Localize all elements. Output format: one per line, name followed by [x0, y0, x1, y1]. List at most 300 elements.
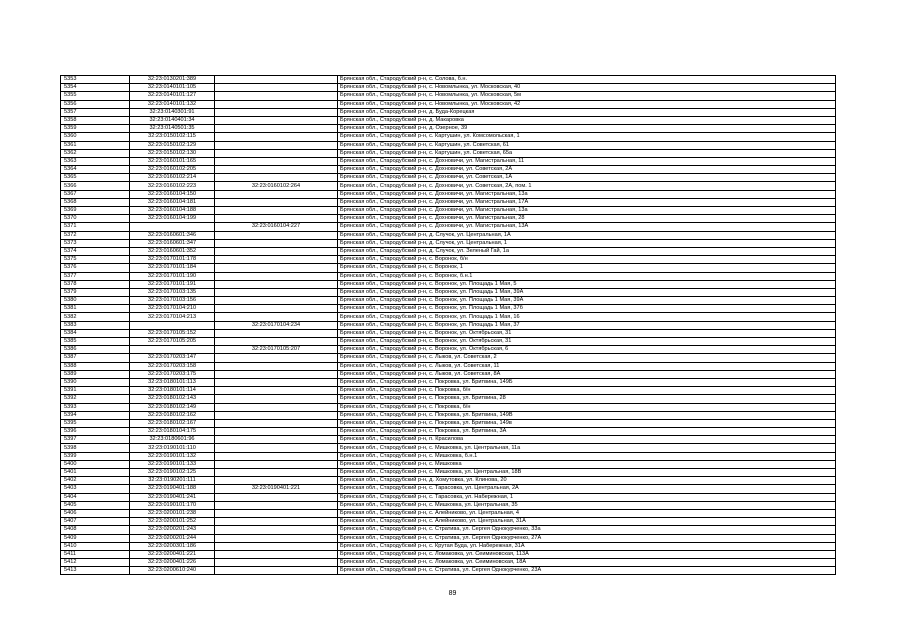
- table-row: [61, 256, 836, 264]
- cadastral-number-cell: 32:23:0170104:213: [130, 313, 215, 321]
- related-cadastral-number-cell: [215, 419, 338, 427]
- cadastral-number-cell: [130, 346, 215, 354]
- cadastral-number-cell: 32:23:0170101:184: [130, 264, 215, 272]
- table-row: [61, 247, 836, 255]
- table-row: [61, 174, 836, 182]
- row-number-cell: 5377: [61, 272, 130, 280]
- address-cell: Брянская обл., Стародубский р-н, с. Солова, б.н.: [338, 76, 836, 84]
- table-row: [61, 395, 836, 403]
- address-cell: Брянская обл., Стародубский р-н, с. Крутая Буда, ул. Набережная, 31А: [338, 542, 836, 550]
- table-row: [61, 108, 836, 116]
- row-number-cell: 5364: [61, 166, 130, 174]
- address-cell: Брянская обл., Стародубский р-н, д. Случок, ул. Центральная, 1: [338, 239, 836, 247]
- table-row: [61, 321, 836, 329]
- cadastral-number-cell: 32:23:0200301:186: [130, 542, 215, 550]
- table-row: [61, 526, 836, 534]
- row-number-cell: 5358: [61, 116, 130, 124]
- related-cadastral-number-cell: [215, 378, 338, 386]
- cadastral-number-cell: 32:23:0160104:150: [130, 190, 215, 198]
- cadastral-number-cell: 32:23:0190101:110: [130, 444, 215, 452]
- table-row: [61, 125, 836, 133]
- address-cell: Брянская обл., Стародубский р-н, с. Покровка, ул. Бритвина, 149в: [338, 419, 836, 427]
- related-cadastral-number-cell: [215, 550, 338, 558]
- table-row: [61, 116, 836, 124]
- cadastral-number-cell: 32:23:0150102:130: [130, 149, 215, 157]
- row-number-cell: 5365: [61, 174, 130, 182]
- row-number-cell: 5386: [61, 346, 130, 354]
- row-number-cell: 5394: [61, 411, 130, 419]
- table-row: [61, 452, 836, 460]
- related-cadastral-number-cell: [215, 395, 338, 403]
- row-number-cell: 5400: [61, 460, 130, 468]
- cadastral-number-cell: 32:23:0160601:346: [130, 231, 215, 239]
- page-number: 89: [448, 590, 457, 597]
- related-cadastral-number-cell: [215, 354, 338, 362]
- address-cell: Брянская обл., Стародубский р-н, с. Лыков, ул. Советская, 8А: [338, 370, 836, 378]
- row-number-cell: 5413: [61, 567, 130, 575]
- cadastral-number-cell: 32:23:0170101:190: [130, 272, 215, 280]
- address-cell: Брянская обл., Стародубский р-н, с. Воронок, ул. Площадь 1 Мая, 39А: [338, 297, 836, 305]
- address-cell: Брянская обл., Стародубский р-н, с. Дохновичи, ул. Магистральная, 13а: [338, 207, 836, 215]
- registry-table: [60, 75, 836, 575]
- related-cadastral-number-cell: [215, 92, 338, 100]
- address-cell: Брянская обл., Стародубский р-н, д. Случок, ул. Зеленый Гай, 1а: [338, 247, 836, 255]
- row-number-cell: 5376: [61, 264, 130, 272]
- table-row: [61, 485, 836, 493]
- cadastral-number-cell: 32:23:0160101:165: [130, 157, 215, 165]
- row-number-cell: 5382: [61, 313, 130, 321]
- address-cell: Брянская обл., Стародубский р-н, д. Случок, ул. Центральная, 1А: [338, 231, 836, 239]
- table-row: [61, 509, 836, 517]
- table-row: [61, 534, 836, 542]
- cadastral-number-cell: 32:23:0200401:226: [130, 559, 215, 567]
- row-number-cell: 5395: [61, 419, 130, 427]
- address-cell: Брянская обл., Стародубский р-н, с. Воронок, 1: [338, 264, 836, 272]
- related-cadastral-number-cell: [215, 231, 338, 239]
- table-row: [61, 305, 836, 313]
- related-cadastral-number-cell: 32:23:0160104:227: [215, 223, 338, 231]
- cadastral-number-cell: 32:23:0140101:132: [130, 100, 215, 108]
- related-cadastral-number-cell: [215, 370, 338, 378]
- cadastral-number-cell: 32:23:0180104:175: [130, 428, 215, 436]
- row-number-cell: 5369: [61, 207, 130, 215]
- row-number-cell: 5375: [61, 256, 130, 264]
- address-cell: Брянская обл., Стародубский р-н, с. Мишковка, ул. Центральная, 11а: [338, 444, 836, 452]
- cadastral-number-cell: 32:23:0160104:188: [130, 207, 215, 215]
- address-cell: Брянская обл., Стародубский р-н, с. Ломаковка, ул. Сеиминовская, 18А: [338, 559, 836, 567]
- cadastral-number-cell: 32:23:0180601:96: [130, 436, 215, 444]
- table-row: [61, 149, 836, 157]
- address-cell: Брянская обл., Стародубский р-н, д. Озерное, 39: [338, 125, 836, 133]
- row-number-cell: 5385: [61, 338, 130, 346]
- address-cell: Брянская обл., Стародубский р-н, с. Стратива, ул. Сергея Однокурченко, 27А: [338, 534, 836, 542]
- table-row: [61, 354, 836, 362]
- related-cadastral-number-cell: 32:23:0160102:264: [215, 182, 338, 190]
- table-row: [61, 84, 836, 92]
- table-row: [61, 559, 836, 567]
- table-row: [61, 460, 836, 468]
- row-number-cell: 5387: [61, 354, 130, 362]
- address-cell: Брянская обл., Стародубский р-н, с. Воронок, б/н: [338, 256, 836, 264]
- address-cell: Брянская обл., Стародубский р-н, с. Дохновичи, ул. Магистральная, 11: [338, 157, 836, 165]
- related-cadastral-number-cell: [215, 452, 338, 460]
- table-row: [61, 223, 836, 231]
- cadastral-number-cell: 32:23:0190201:111: [130, 477, 215, 485]
- cadastral-number-cell: 32:23:0170103:156: [130, 297, 215, 305]
- related-cadastral-number-cell: [215, 264, 338, 272]
- address-cell: Брянская обл., Стародубский р-н, с. Лыков, ул. Советская, 11: [338, 362, 836, 370]
- related-cadastral-number-cell: [215, 280, 338, 288]
- related-cadastral-number-cell: [215, 84, 338, 92]
- address-cell: Брянская обл., Стародубский р-н, с. Ломаковка, ул. Сеиминовская, 113А: [338, 550, 836, 558]
- table-row: [61, 411, 836, 419]
- table-row: [61, 280, 836, 288]
- cadastral-number-cell: 32:23:0170103:135: [130, 288, 215, 296]
- table-row: [61, 362, 836, 370]
- table-row: [61, 550, 836, 558]
- row-number-cell: 5407: [61, 518, 130, 526]
- table-row: [61, 567, 836, 575]
- row-number-cell: 5373: [61, 239, 130, 247]
- table-row: [61, 403, 836, 411]
- row-number-cell: 5357: [61, 108, 130, 116]
- table-row: [61, 166, 836, 174]
- related-cadastral-number-cell: 32:23:0170104:234: [215, 321, 338, 329]
- related-cadastral-number-cell: [215, 444, 338, 452]
- table-row: [61, 493, 836, 501]
- related-cadastral-number-cell: [215, 362, 338, 370]
- address-cell: Брянская обл., Стародубский р-н, с. Дохновичи, ул. Магистральная, 13а: [338, 190, 836, 198]
- row-number-cell: 5393: [61, 403, 130, 411]
- address-cell: Брянская обл., Стародубский р-н, с. Картушин, ул. Советская, 61: [338, 141, 836, 149]
- related-cadastral-number-cell: [215, 428, 338, 436]
- address-cell: Брянская обл., Стародубский р-н, с. Воронок, б.н.1: [338, 272, 836, 280]
- row-number-cell: 5356: [61, 100, 130, 108]
- address-cell: Брянская обл., Стародубский р-н, с. Воронок, ул. Площадь 1 Мая, 37б: [338, 305, 836, 313]
- address-cell: Брянская обл., Стародубский р-н, с. Воронок, ул. Площадь 1 Мая, 37: [338, 321, 836, 329]
- address-cell: Брянская обл., Стародубский р-н, с. Воронок, ул. Площадь 1 Мая, 16: [338, 313, 836, 321]
- row-number-cell: 5359: [61, 125, 130, 133]
- address-cell: Брянская обл., Стародубский р-н, с. Дохновичи, ул. Магистральная, 28: [338, 215, 836, 223]
- table-row: [61, 207, 836, 215]
- cadastral-number-cell: 32:23:0190101:133: [130, 460, 215, 468]
- table-row: [61, 215, 836, 223]
- cadastral-number-cell: 32:23:0200201:243: [130, 526, 215, 534]
- related-cadastral-number-cell: [215, 534, 338, 542]
- row-number-cell: 5403: [61, 485, 130, 493]
- address-cell: Брянская обл., Стародубский р-н, с. Алейниково, ул. Центральная, 4: [338, 509, 836, 517]
- cadastral-number-cell: 32:23:0170203:147: [130, 354, 215, 362]
- related-cadastral-number-cell: [215, 559, 338, 567]
- cadastral-number-cell: 32:23:0200101:252: [130, 518, 215, 526]
- cadastral-number-cell: 32:23:0150102:115: [130, 133, 215, 141]
- address-cell: Брянская обл., Стародубский р-н, с. Мишковка: [338, 460, 836, 468]
- row-number-cell: 5372: [61, 231, 130, 239]
- address-cell: Брянская обл., Стародубский р-н, с. Дохновичи, ул. Советская, 2А: [338, 166, 836, 174]
- address-cell: Брянская обл., Стародубский р-н, с. Дохновичи, ул. Магистральная, 17А: [338, 198, 836, 206]
- row-number-cell: 5404: [61, 493, 130, 501]
- address-cell: Брянская обл., Стародубский р-н, с. Воронок, ул. Октябрьская, 6: [338, 346, 836, 354]
- related-cadastral-number-cell: [215, 174, 338, 182]
- row-number-cell: 5406: [61, 509, 130, 517]
- cadastral-number-cell: 32:23:0160102:223: [130, 182, 215, 190]
- row-number-cell: 5355: [61, 92, 130, 100]
- cadastral-number-cell: 32:23:0140501:35: [130, 125, 215, 133]
- related-cadastral-number-cell: [215, 411, 338, 419]
- address-cell: Брянская обл., Стародубский р-н, с. Новомлынка, ул. Московская, 42: [338, 100, 836, 108]
- related-cadastral-number-cell: [215, 518, 338, 526]
- address-cell: Брянская обл., Стародубский р-н, д. Макаровка: [338, 116, 836, 124]
- related-cadastral-number-cell: [215, 501, 338, 509]
- address-cell: Брянская обл., Стародубский р-н, с. Покровка, ул. Бритвина, 3А: [338, 428, 836, 436]
- table-row: [61, 542, 836, 550]
- table-row: [61, 469, 836, 477]
- row-number-cell: 5363: [61, 157, 130, 165]
- cadastral-number-cell: 32:23:0180102:149: [130, 403, 215, 411]
- related-cadastral-number-cell: [215, 477, 338, 485]
- related-cadastral-number-cell: [215, 256, 338, 264]
- address-cell: Брянская обл., Стародубский р-н, с. Новомлынка, ул. Московская, 5м: [338, 92, 836, 100]
- table-row: [61, 346, 836, 354]
- cadastral-number-cell: 32:23:0170203:175: [130, 370, 215, 378]
- table-row: [61, 378, 836, 386]
- address-cell: Брянская обл., Стародубский р-н, с. Картушин, ул. Комсомольская, 1: [338, 133, 836, 141]
- address-cell: Брянская обл., Стародубский р-н, с. Картушин, ул. Советская, 65а: [338, 149, 836, 157]
- cadastral-number-cell: 32:23:0170105:205: [130, 338, 215, 346]
- related-cadastral-number-cell: [215, 297, 338, 305]
- cadastral-number-cell: 32:23:0170101:178: [130, 256, 215, 264]
- related-cadastral-number-cell: 32:23:0190401:221: [215, 485, 338, 493]
- related-cadastral-number-cell: [215, 108, 338, 116]
- address-cell: Брянская обл., Стародубский р-н, с. Покровка, б/н: [338, 387, 836, 395]
- table-row: [61, 477, 836, 485]
- table-row: [61, 501, 836, 509]
- related-cadastral-number-cell: [215, 190, 338, 198]
- row-number-cell: 5396: [61, 428, 130, 436]
- row-number-cell: 5370: [61, 215, 130, 223]
- cadastral-number-cell: 32:23:0170101:191: [130, 280, 215, 288]
- row-number-cell: 5353: [61, 76, 130, 84]
- row-number-cell: 5379: [61, 288, 130, 296]
- row-number-cell: 5368: [61, 198, 130, 206]
- cadastral-number-cell: 32:23:0160601:352: [130, 247, 215, 255]
- related-cadastral-number-cell: [215, 215, 338, 223]
- table-row: [61, 190, 836, 198]
- cadastral-number-cell: 32:23:0160102:214: [130, 174, 215, 182]
- cadastral-number-cell: 32:23:0190101:132: [130, 452, 215, 460]
- cadastral-number-cell: 32:23:0180102:143: [130, 395, 215, 403]
- row-number-cell: 5380: [61, 297, 130, 305]
- cadastral-number-cell: 32:23:0140101:105: [130, 84, 215, 92]
- address-cell: Брянская обл., Стародубский р-н, с. Покровка, б/н: [338, 403, 836, 411]
- row-number-cell: 5366: [61, 182, 130, 190]
- registry-table-body: [61, 76, 836, 575]
- cadastral-number-cell: 32:23:0150102:129: [130, 141, 215, 149]
- address-cell: Брянская обл., Стародубский р-н, д. Хомутовка, ул. Клинова, 20: [338, 477, 836, 485]
- cadastral-number-cell: 32:23:0140401:34: [130, 116, 215, 124]
- related-cadastral-number-cell: [215, 133, 338, 141]
- table-row: [61, 92, 836, 100]
- row-number-cell: 5371: [61, 223, 130, 231]
- address-cell: Брянская обл., Стародубский р-н, с. Мишковка, ул. Центральная, 35: [338, 501, 836, 509]
- table-row: [61, 76, 836, 84]
- row-number-cell: 5388: [61, 362, 130, 370]
- address-cell: Брянская обл., Стародубский р-н, с. Воронок, ул. Октябрьская, 31: [338, 338, 836, 346]
- cadastral-number-cell: 32:23:0200610:240: [130, 567, 215, 575]
- cadastral-number-cell: 32:23:0170104:210: [130, 305, 215, 313]
- table-row: [61, 133, 836, 141]
- cadastral-number-cell: 32:23:0190401:188: [130, 485, 215, 493]
- cadastral-number-cell: 32:23:0160601:347: [130, 239, 215, 247]
- address-cell: Брянская обл., Стародубский р-н, с. Стратива, ул. Сергея Однокурченко, 33а: [338, 526, 836, 534]
- related-cadastral-number-cell: [215, 567, 338, 575]
- related-cadastral-number-cell: [215, 272, 338, 280]
- cadastral-number-cell: 32:23:0140301:91: [130, 108, 215, 116]
- table-row: [61, 444, 836, 452]
- table-row: [61, 436, 836, 444]
- row-number-cell: 5361: [61, 141, 130, 149]
- address-cell: Брянская обл., Стародубский р-н, с. Воронок, ул. Октябрьская, 31: [338, 329, 836, 337]
- row-number-cell: 5391: [61, 387, 130, 395]
- table-row: [61, 272, 836, 280]
- table-row: [61, 370, 836, 378]
- row-number-cell: 5401: [61, 469, 130, 477]
- row-number-cell: 5389: [61, 370, 130, 378]
- related-cadastral-number-cell: [215, 207, 338, 215]
- cadastral-number-cell: 32:23:0160102:205: [130, 166, 215, 174]
- related-cadastral-number-cell: 32:23:0170105:207: [215, 346, 338, 354]
- address-cell: Брянская обл., Стародубский р-н, с. Покровка, ул. Бритвина, 149В: [338, 411, 836, 419]
- row-number-cell: 5398: [61, 444, 130, 452]
- address-cell: Брянская обл., Стародубский р-н, с. Воронок, ул. Площадь 1 Мая, 39А: [338, 288, 836, 296]
- row-number-cell: 5390: [61, 378, 130, 386]
- table-row: [61, 231, 836, 239]
- row-number-cell: 5383: [61, 321, 130, 329]
- related-cadastral-number-cell: [215, 166, 338, 174]
- row-number-cell: 5381: [61, 305, 130, 313]
- row-number-cell: 5374: [61, 247, 130, 255]
- row-number-cell: 5402: [61, 477, 130, 485]
- address-cell: Брянская обл., Стародубский р-н, с. Новомлынка, ул. Московская, 40: [338, 84, 836, 92]
- cadastral-number-cell: 32:23:0180102:167: [130, 419, 215, 427]
- table-row: [61, 100, 836, 108]
- related-cadastral-number-cell: [215, 469, 338, 477]
- row-number-cell: 5378: [61, 280, 130, 288]
- table-row: [61, 264, 836, 272]
- cadastral-number-cell: 32:23:0160104:181: [130, 198, 215, 206]
- cadastral-number-cell: 32:23:0140101:127: [130, 92, 215, 100]
- table-row: [61, 428, 836, 436]
- address-cell: Брянская обл., Стародубский р-н, с. Покровка, ул. Бритвина, 28: [338, 395, 836, 403]
- table-row: [61, 288, 836, 296]
- cadastral-number-cell: 32:23:0200201:244: [130, 534, 215, 542]
- related-cadastral-number-cell: [215, 436, 338, 444]
- address-cell: Брянская обл., Стародубский р-н, с. Алейниково, ул. Центральная, 31А: [338, 518, 836, 526]
- address-cell: Брянская обл., Стародубский р-н, д. Буда-Корецкая: [338, 108, 836, 116]
- related-cadastral-number-cell: [215, 125, 338, 133]
- row-number-cell: 5409: [61, 534, 130, 542]
- table-row: [61, 239, 836, 247]
- related-cadastral-number-cell: [215, 116, 338, 124]
- related-cadastral-number-cell: [215, 157, 338, 165]
- cadastral-number-cell: 32:23:0130201:389: [130, 76, 215, 84]
- table-row: [61, 157, 836, 165]
- row-number-cell: 5408: [61, 526, 130, 534]
- related-cadastral-number-cell: [215, 338, 338, 346]
- table-row: [61, 518, 836, 526]
- address-cell: Брянская обл., Стародубский р-н, с. Дохновичи, ул. Советская, 1А: [338, 174, 836, 182]
- related-cadastral-number-cell: [215, 387, 338, 395]
- row-number-cell: 5397: [61, 436, 130, 444]
- cadastral-number-cell: 32:23:0200401:221: [130, 550, 215, 558]
- cadastral-number-cell: 32:23:0190101:170: [130, 501, 215, 509]
- row-number-cell: 5392: [61, 395, 130, 403]
- table-row: [61, 198, 836, 206]
- related-cadastral-number-cell: [215, 239, 338, 247]
- related-cadastral-number-cell: [215, 198, 338, 206]
- related-cadastral-number-cell: [215, 526, 338, 534]
- table-row: [61, 297, 836, 305]
- related-cadastral-number-cell: [215, 329, 338, 337]
- table-row: [61, 329, 836, 337]
- related-cadastral-number-cell: [215, 460, 338, 468]
- address-cell: Брянская обл., Стародубский р-н, с. Покровка, ул. Бритвина, 149Б: [338, 378, 836, 386]
- related-cadastral-number-cell: [215, 76, 338, 84]
- row-number-cell: 5367: [61, 190, 130, 198]
- cadastral-number-cell: 32:23:0190401:241: [130, 493, 215, 501]
- address-cell: Брянская обл., Стародубский р-н, с. Мишковка, б.н.1: [338, 452, 836, 460]
- related-cadastral-number-cell: [215, 288, 338, 296]
- table-row: [61, 387, 836, 395]
- row-number-cell: 5410: [61, 542, 130, 550]
- related-cadastral-number-cell: [215, 247, 338, 255]
- related-cadastral-number-cell: [215, 305, 338, 313]
- address-cell: Брянская обл., Стародубский р-н, с. Мишковка, ул. Центральная, 18В: [338, 469, 836, 477]
- related-cadastral-number-cell: [215, 313, 338, 321]
- related-cadastral-number-cell: [215, 509, 338, 517]
- cadastral-number-cell: 32:23:0180101:114: [130, 387, 215, 395]
- cadastral-number-cell: [130, 321, 215, 329]
- related-cadastral-number-cell: [215, 149, 338, 157]
- row-number-cell: 5354: [61, 84, 130, 92]
- cadastral-number-cell: 32:23:0170105:152: [130, 329, 215, 337]
- table-row: [61, 338, 836, 346]
- cadastral-number-cell: 32:23:0170203:158: [130, 362, 215, 370]
- address-cell: Брянская обл., Стародубский р-н, с. Лыков, ул. Советская, 2: [338, 354, 836, 362]
- cadastral-number-cell: 32:23:0180101:113: [130, 378, 215, 386]
- related-cadastral-number-cell: [215, 403, 338, 411]
- cadastral-number-cell: 32:23:0190102:125: [130, 469, 215, 477]
- cadastral-number-cell: 32:23:0180102:162: [130, 411, 215, 419]
- address-cell: Брянская обл., Стародубский р-н, с. Стратива, ул. Сергея Однокурченко, 23А: [338, 567, 836, 575]
- row-number-cell: 5412: [61, 559, 130, 567]
- table-row: [61, 141, 836, 149]
- address-cell: Брянская обл., Стародубский р-н, с. Дохновичи, ул. Магистральная, 13А: [338, 223, 836, 231]
- row-number-cell: 5384: [61, 329, 130, 337]
- row-number-cell: 5399: [61, 452, 130, 460]
- row-number-cell: 5405: [61, 501, 130, 509]
- related-cadastral-number-cell: [215, 493, 338, 501]
- row-number-cell: 5362: [61, 149, 130, 157]
- address-cell: Брянская обл., Стародубский р-н, с. Воронок, ул. Площадь 1 Мая, 5: [338, 280, 836, 288]
- table-row: [61, 313, 836, 321]
- related-cadastral-number-cell: [215, 100, 338, 108]
- address-cell: Брянская обл., Стародубский р-н, с. Тарасовка, ул. Центральная, 2А: [338, 485, 836, 493]
- table-row: [61, 182, 836, 190]
- row-number-cell: 5411: [61, 550, 130, 558]
- address-cell: Брянская обл., Стародубский р-н, с. Тарасовка, ул. Набережная, 1: [338, 493, 836, 501]
- cadastral-number-cell: 32:23:0200101:238: [130, 509, 215, 517]
